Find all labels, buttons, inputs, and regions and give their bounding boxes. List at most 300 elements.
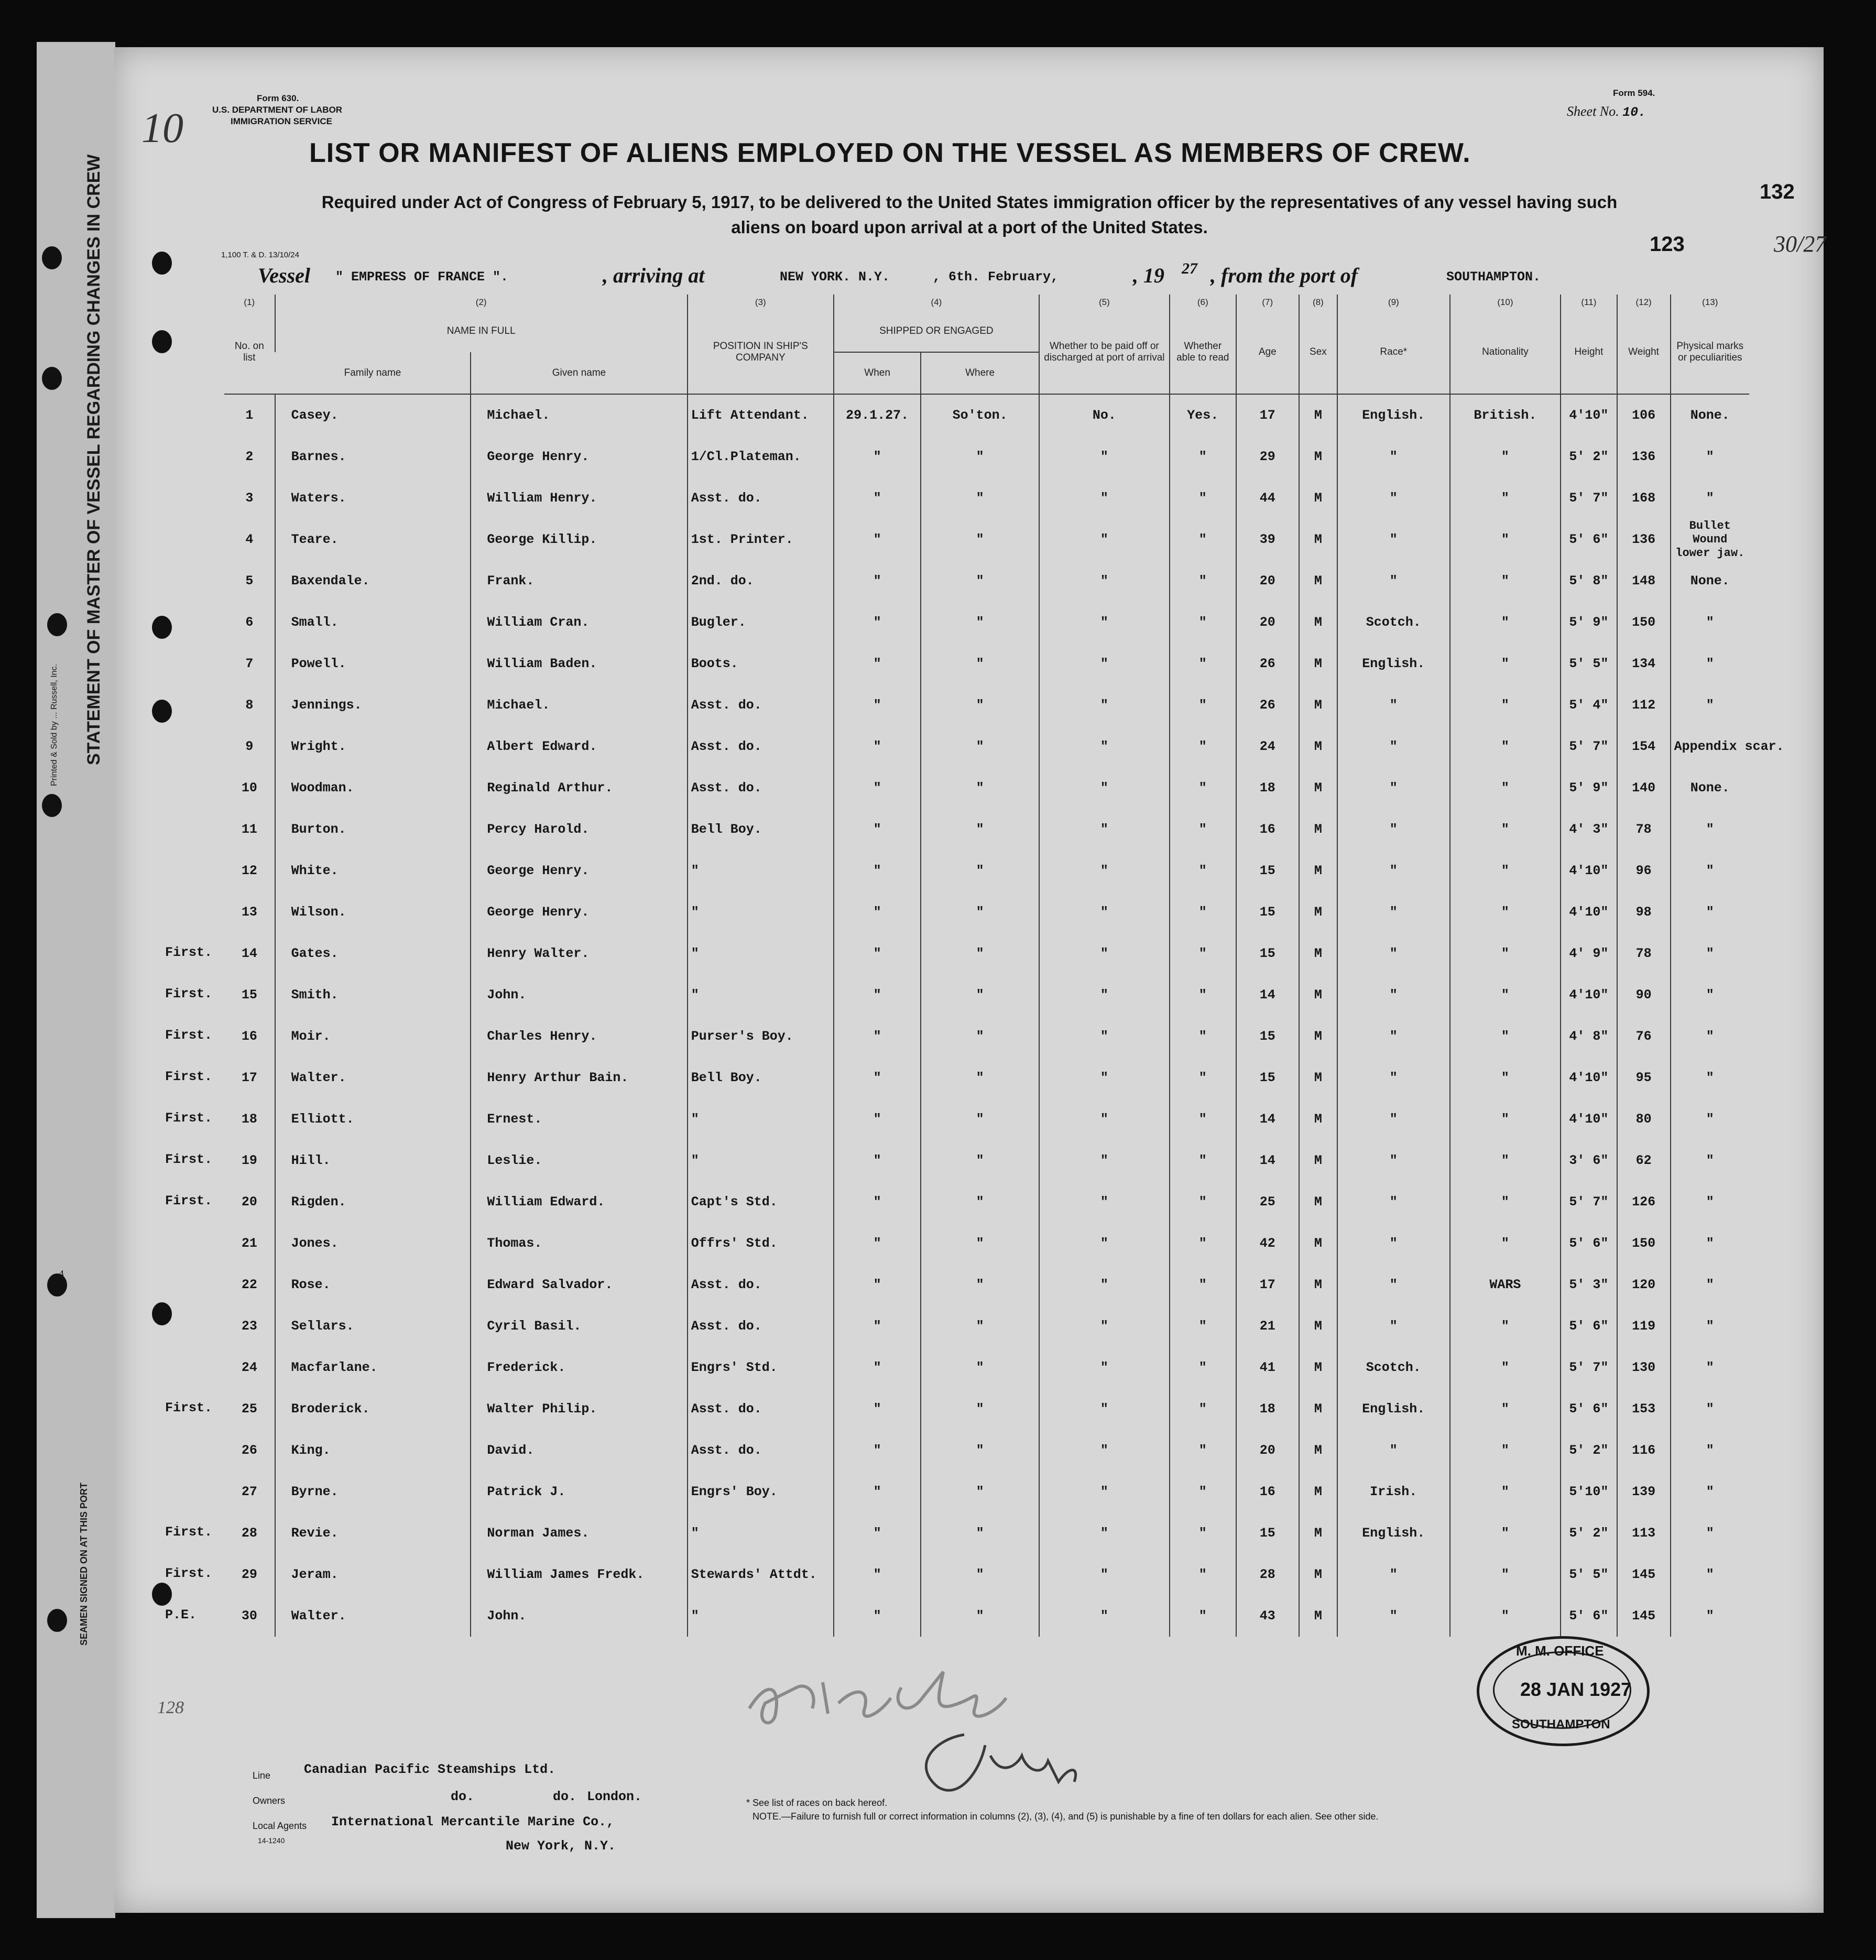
- able-to-read: ": [1170, 850, 1236, 891]
- table-row: [224, 1388, 1749, 1430]
- age: 15: [1236, 891, 1299, 933]
- position: 2nd. do.: [688, 560, 834, 602]
- nationality: ": [1450, 519, 1561, 560]
- sex: M: [1299, 1471, 1337, 1512]
- stamp-top-text: M. M. OFFICE: [1516, 1643, 1604, 1659]
- physical-marks: ": [1671, 1140, 1749, 1181]
- paid-off: ": [1039, 602, 1170, 643]
- row-number: 30: [241, 1608, 257, 1624]
- height: 5' 7": [1561, 1347, 1617, 1388]
- shipped-when: ": [834, 1057, 921, 1098]
- able-to-read: ": [1170, 1388, 1236, 1430]
- vertical-bottom-label: SEAMEN SIGNED ON AT THIS PORT: [79, 1482, 89, 1646]
- paid-off: ": [1039, 560, 1170, 602]
- header-age: Age: [1236, 310, 1299, 394]
- height: 4'10": [1561, 1098, 1617, 1140]
- col-num: (4): [834, 295, 1039, 310]
- paid-off: ": [1039, 726, 1170, 767]
- paid-off: ": [1039, 1223, 1170, 1264]
- position: Lift Attendant.: [688, 394, 834, 436]
- header-name-in-full: NAME IN FULL: [275, 310, 688, 352]
- shipped-where: ": [921, 1388, 1039, 1430]
- race: ": [1337, 850, 1450, 891]
- able-to-read: ": [1170, 809, 1236, 850]
- family-name: Walter.: [275, 1595, 471, 1637]
- physical-marks: ": [1671, 1305, 1749, 1347]
- given-name: William Baden.: [471, 643, 687, 684]
- arrival-date: , 6th. February,: [933, 269, 1059, 285]
- physical-marks: ": [1671, 1512, 1749, 1554]
- physical-marks: ": [1671, 1223, 1749, 1264]
- shipped-when: ": [834, 1512, 921, 1554]
- shipped-where: ": [921, 933, 1039, 974]
- paid-off: ": [1039, 1140, 1170, 1181]
- nationality: ": [1450, 1305, 1561, 1347]
- binder-hole: [152, 330, 172, 353]
- physical-marks: ": [1671, 436, 1749, 477]
- height: 5' 6": [1561, 1305, 1617, 1347]
- weight: 78: [1617, 933, 1671, 974]
- given-name: Norman James.: [471, 1512, 687, 1554]
- table-row: [224, 1181, 1749, 1223]
- family-name: Teare.: [275, 519, 471, 560]
- table-row: [224, 767, 1749, 809]
- line-value: Canadian Pacific Steamships Ltd.: [304, 1762, 556, 1777]
- given-name: Henry Walter.: [471, 933, 687, 974]
- sheet-number: [1567, 104, 1646, 120]
- weight: 130: [1617, 1347, 1671, 1388]
- sex: M: [1299, 1181, 1337, 1223]
- race: ": [1337, 684, 1450, 726]
- position: Asst. do.: [688, 726, 834, 767]
- able-to-read: ": [1170, 726, 1236, 767]
- family-name: Baxendale.: [275, 560, 471, 602]
- given-name: William Edward.: [471, 1181, 687, 1223]
- family-name: Casey.: [275, 394, 471, 436]
- height: 5' 7": [1561, 726, 1617, 767]
- age: 14: [1236, 1098, 1299, 1140]
- nationality: ": [1450, 1057, 1561, 1098]
- shipped-where: ": [921, 1512, 1039, 1554]
- able-to-read: ": [1170, 1223, 1236, 1264]
- nationality: ": [1450, 1554, 1561, 1595]
- row-number: 29: [241, 1567, 257, 1582]
- nationality: ": [1450, 767, 1561, 809]
- shipped-where: ": [921, 726, 1039, 767]
- paid-off: ": [1039, 477, 1170, 519]
- sex: M: [1299, 1016, 1337, 1057]
- height: 4'10": [1561, 394, 1617, 436]
- nationality: ": [1450, 684, 1561, 726]
- paid-off: ": [1039, 519, 1170, 560]
- able-to-read: ": [1170, 1595, 1236, 1637]
- nationality: ": [1450, 891, 1561, 933]
- race: ": [1337, 767, 1450, 809]
- given-name: Cyril Basil.: [471, 1305, 687, 1347]
- physical-marks: ": [1671, 974, 1749, 1016]
- height: 5' 5": [1561, 1554, 1617, 1595]
- shipped-when: ": [834, 519, 921, 560]
- race: ": [1337, 1554, 1450, 1595]
- table-row: [224, 974, 1749, 1016]
- able-to-read: ": [1170, 684, 1236, 726]
- shipped-when: ": [834, 1595, 921, 1637]
- family-name: Revie.: [275, 1512, 471, 1554]
- shipped-where: ": [921, 850, 1039, 891]
- paid-off: ": [1039, 850, 1170, 891]
- agents-value: International Mercantile Marine Co.,: [331, 1814, 615, 1830]
- height: 5' 6": [1561, 1223, 1617, 1264]
- row-note: P.E.: [165, 1607, 197, 1623]
- sex: M: [1299, 1223, 1337, 1264]
- note-label: NOTE.: [752, 1811, 782, 1822]
- binder-hole: [152, 1302, 172, 1325]
- table-row: [224, 684, 1749, 726]
- shipped-when: ": [834, 436, 921, 477]
- race: English.: [1337, 643, 1450, 684]
- shipped-where: ": [921, 519, 1039, 560]
- nationality: ": [1450, 477, 1561, 519]
- paid-off: ": [1039, 1554, 1170, 1595]
- binder-hole: [152, 700, 172, 723]
- family-name: Macfarlane.: [275, 1347, 471, 1388]
- row-number: 19: [241, 1153, 257, 1168]
- position: Asst. do.: [688, 1388, 834, 1430]
- race: ": [1337, 1595, 1450, 1637]
- vessel-label: Vessel: [258, 264, 310, 287]
- given-name: William James Fredk.: [471, 1554, 687, 1595]
- age: 14: [1236, 1140, 1299, 1181]
- height: 5' 7": [1561, 477, 1617, 519]
- col-num: (3): [688, 295, 834, 310]
- row-number: 20: [241, 1194, 257, 1210]
- sex: M: [1299, 643, 1337, 684]
- family-name: Waters.: [275, 477, 471, 519]
- physical-marks: Bullet Wound lower jaw.: [1671, 519, 1749, 560]
- col-num: (1): [244, 297, 255, 307]
- owners-value: do. do.: [451, 1789, 577, 1804]
- able-to-read: ": [1170, 1098, 1236, 1140]
- age: 15: [1236, 1057, 1299, 1098]
- sex: M: [1299, 560, 1337, 602]
- sex: M: [1299, 1098, 1337, 1140]
- age: 24: [1236, 726, 1299, 767]
- row-number: 10: [241, 780, 257, 796]
- departure-port: SOUTHAMPTON.: [1446, 269, 1541, 285]
- family-name: Burton.: [275, 809, 471, 850]
- binder-hole: [47, 613, 67, 636]
- weight: 90: [1617, 974, 1671, 1016]
- header-position: POSITION IN SHIP'S COMPANY: [688, 310, 834, 394]
- able-to-read: ": [1170, 1016, 1236, 1057]
- shipped-when: ": [834, 684, 921, 726]
- family-name: Gates.: [275, 933, 471, 974]
- position: ": [688, 850, 834, 891]
- row-number: 4: [245, 532, 254, 547]
- form-number-right: Form 594.: [1613, 88, 1655, 98]
- race: ": [1337, 891, 1450, 933]
- sex: M: [1299, 1554, 1337, 1595]
- age: 21: [1236, 1305, 1299, 1347]
- race: ": [1337, 1098, 1450, 1140]
- weight: 76: [1617, 1016, 1671, 1057]
- table-row: [224, 1016, 1749, 1057]
- col-num: (9): [1337, 295, 1450, 310]
- weight: 150: [1617, 1223, 1671, 1264]
- family-name: Wilson.: [275, 891, 471, 933]
- weight: 154: [1617, 726, 1671, 767]
- given-name: Ernest.: [471, 1098, 687, 1140]
- header-height: Height: [1561, 310, 1617, 394]
- table-row: [224, 1554, 1749, 1595]
- row-number: 22: [241, 1277, 257, 1292]
- header-no-on-list: No. on list: [224, 310, 275, 394]
- age: 26: [1236, 684, 1299, 726]
- shipped-where: ": [921, 1554, 1039, 1595]
- shipped-when: ": [834, 1554, 921, 1595]
- shipped-when: ": [834, 850, 921, 891]
- shipped-when: ": [834, 809, 921, 850]
- shipped-where: ": [921, 1347, 1039, 1388]
- able-to-read: ": [1170, 933, 1236, 974]
- paid-off: ": [1039, 643, 1170, 684]
- shipped-when: ": [834, 1098, 921, 1140]
- shipped-where: ": [921, 809, 1039, 850]
- sex: M: [1299, 477, 1337, 519]
- given-name: George Henry.: [471, 436, 687, 477]
- shipped-where: ": [921, 560, 1039, 602]
- family-name: Moir.: [275, 1016, 471, 1057]
- sex: M: [1299, 1430, 1337, 1471]
- position: ": [688, 1140, 834, 1181]
- paid-off: ": [1039, 1264, 1170, 1305]
- able-to-read: ": [1170, 643, 1236, 684]
- weight: 112: [1617, 684, 1671, 726]
- given-name: William Henry.: [471, 477, 687, 519]
- height: 4' 9": [1561, 933, 1617, 974]
- able-to-read: ": [1170, 974, 1236, 1016]
- row-number: 3: [245, 491, 254, 506]
- row-note: First.: [165, 1069, 213, 1084]
- arriving-label: , arriving at: [603, 264, 705, 287]
- sex: M: [1299, 726, 1337, 767]
- shipped-where: ": [921, 1140, 1039, 1181]
- form-number-left: Form 630.: [257, 93, 299, 103]
- height: 5' 6": [1561, 519, 1617, 560]
- able-to-read: Yes.: [1170, 394, 1236, 436]
- race: ": [1337, 974, 1450, 1016]
- height: 5' 5": [1561, 643, 1617, 684]
- race: English.: [1337, 394, 1450, 436]
- table-row: [224, 1595, 1749, 1637]
- page-subtitle-1: Required under Act of Congress of February 5, 1917, to be delivered to the United States immigration officer by the representatives of any vessel having such: [321, 192, 1618, 212]
- position: Bell Boy.: [688, 1057, 834, 1098]
- paid-off: ": [1039, 1305, 1170, 1347]
- table-row: [224, 891, 1749, 933]
- row-number: 9: [245, 739, 254, 754]
- nationality: ": [1450, 1347, 1561, 1388]
- line-label: Line: [253, 1770, 271, 1781]
- family-name: Byrne.: [275, 1471, 471, 1512]
- physical-marks: ": [1671, 1347, 1749, 1388]
- position: 1/Cl.Plateman.: [688, 436, 834, 477]
- given-name: Walter Philip.: [471, 1388, 687, 1430]
- table-row: [224, 1140, 1749, 1181]
- race-footnote: * See list of races on back hereof.: [746, 1798, 888, 1808]
- able-to-read: ": [1170, 1264, 1236, 1305]
- race: ": [1337, 1057, 1450, 1098]
- position: Asst. do.: [688, 1264, 834, 1305]
- side-number-132: 132: [1760, 180, 1795, 203]
- weight: 62: [1617, 1140, 1671, 1181]
- shipped-when: ": [834, 643, 921, 684]
- paid-off: No.: [1039, 394, 1170, 436]
- row-number: 23: [241, 1319, 257, 1334]
- age: 14: [1236, 974, 1299, 1016]
- nationality: ": [1450, 1140, 1561, 1181]
- paid-off: ": [1039, 974, 1170, 1016]
- owners-city: London.: [587, 1789, 642, 1804]
- physical-marks: Appendix scar.: [1671, 726, 1749, 767]
- height: 4' 8": [1561, 1016, 1617, 1057]
- nationality: ": [1450, 436, 1561, 477]
- able-to-read: ": [1170, 436, 1236, 477]
- able-to-read: ": [1170, 767, 1236, 809]
- given-name: Frederick.: [471, 1347, 687, 1388]
- position: Asst. do.: [688, 767, 834, 809]
- row-note: First.: [165, 1152, 213, 1167]
- able-to-read: ": [1170, 602, 1236, 643]
- shipped-when: ": [834, 1388, 921, 1430]
- shipped-where: So'ton.: [921, 394, 1039, 436]
- row-number: 1: [245, 408, 254, 423]
- header-sex: Sex: [1299, 310, 1337, 394]
- weight: 119: [1617, 1305, 1671, 1347]
- stamp-bottom-text: SOUTHAMPTON: [1512, 1717, 1610, 1732]
- row-note: First.: [165, 945, 213, 960]
- weight: 126: [1617, 1181, 1671, 1223]
- given-name: George Henry.: [471, 850, 687, 891]
- shipped-when: ": [834, 602, 921, 643]
- physical-marks: ": [1671, 477, 1749, 519]
- given-name: Edward Salvador.: [471, 1264, 687, 1305]
- physical-marks: ": [1671, 1264, 1749, 1305]
- family-name: Rigden.: [275, 1181, 471, 1223]
- physical-marks: ": [1671, 1388, 1749, 1430]
- shipped-where: ": [921, 1264, 1039, 1305]
- shipped-when: ": [834, 1305, 921, 1347]
- family-name: Woodman.: [275, 767, 471, 809]
- stamp-date: 28 JAN 1927: [1520, 1679, 1632, 1700]
- able-to-read: ": [1170, 891, 1236, 933]
- col-num: (13): [1671, 295, 1749, 310]
- paid-off: ": [1039, 1512, 1170, 1554]
- weight: 96: [1617, 850, 1671, 891]
- header-paid-off: Whether to be paid off or discharged at port of arrival: [1039, 310, 1170, 394]
- physical-marks: ": [1671, 1430, 1749, 1471]
- nationality: ": [1450, 602, 1561, 643]
- given-name: John.: [471, 1595, 687, 1637]
- position: Asst. do.: [688, 1430, 834, 1471]
- age: 17: [1236, 1264, 1299, 1305]
- position: ": [688, 933, 834, 974]
- row-number: 7: [245, 656, 254, 671]
- row-number: 2: [245, 449, 254, 464]
- shipped-where: ": [921, 974, 1039, 1016]
- from-port-label: , from the port of: [1210, 264, 1358, 287]
- sex: M: [1299, 1140, 1337, 1181]
- physical-marks: ": [1671, 1554, 1749, 1595]
- row-number: 13: [241, 905, 257, 920]
- position: Boots.: [688, 643, 834, 684]
- given-name: Leslie.: [471, 1140, 687, 1181]
- age: 28: [1236, 1554, 1299, 1595]
- age: 16: [1236, 1471, 1299, 1512]
- physical-marks: ": [1671, 891, 1749, 933]
- row-number: 14: [241, 946, 257, 961]
- position: 1st. Printer.: [688, 519, 834, 560]
- table-row: [224, 1098, 1749, 1140]
- race: Scotch.: [1337, 1347, 1450, 1388]
- physical-marks: ": [1671, 602, 1749, 643]
- paid-off: ": [1039, 891, 1170, 933]
- age: 20: [1236, 560, 1299, 602]
- physical-marks: ": [1671, 1057, 1749, 1098]
- sex: M: [1299, 809, 1337, 850]
- shipped-when: ": [834, 1016, 921, 1057]
- shipped-where: ": [921, 767, 1039, 809]
- sex: M: [1299, 974, 1337, 1016]
- table-row: [224, 560, 1749, 602]
- col-num: (2): [275, 295, 688, 310]
- year-suffix: 27: [1182, 260, 1197, 277]
- owners-label: Owners: [253, 1795, 286, 1806]
- row-number: 26: [241, 1443, 257, 1458]
- table-row: [224, 933, 1749, 974]
- table-row: [224, 850, 1749, 891]
- row-number: 8: [245, 698, 254, 713]
- col-num: (12): [1617, 295, 1671, 310]
- shipped-where: ": [921, 643, 1039, 684]
- able-to-read: ": [1170, 1554, 1236, 1595]
- age: 16: [1236, 809, 1299, 850]
- weight: 136: [1617, 519, 1671, 560]
- paid-off: ": [1039, 1016, 1170, 1057]
- paid-off: ": [1039, 1057, 1170, 1098]
- shipped-where: ": [921, 1595, 1039, 1637]
- weight: 136: [1617, 436, 1671, 477]
- race: ": [1337, 477, 1450, 519]
- department-name: U.S. DEPARTMENT OF LABOR: [212, 105, 343, 115]
- physical-marks: ": [1671, 850, 1749, 891]
- height: 4'10": [1561, 891, 1617, 933]
- shipped-when: ": [834, 477, 921, 519]
- sex: M: [1299, 1305, 1337, 1347]
- family-name: Wright.: [275, 726, 471, 767]
- given-name: George Henry.: [471, 891, 687, 933]
- nationality: ": [1450, 1016, 1561, 1057]
- crew-manifest-table: [224, 295, 1784, 1637]
- table-row: [224, 1430, 1749, 1471]
- race: ": [1337, 560, 1450, 602]
- age: 15: [1236, 1016, 1299, 1057]
- row-number: 6: [245, 615, 254, 630]
- age: 43: [1236, 1595, 1299, 1637]
- family-name: Jennings.: [275, 684, 471, 726]
- physical-marks: ": [1671, 643, 1749, 684]
- able-to-read: ": [1170, 1305, 1236, 1347]
- page-title: LIST OR MANIFEST OF ALIENS EMPLOYED ON THE VESSEL AS MEMBERS OF CREW.: [309, 138, 1471, 168]
